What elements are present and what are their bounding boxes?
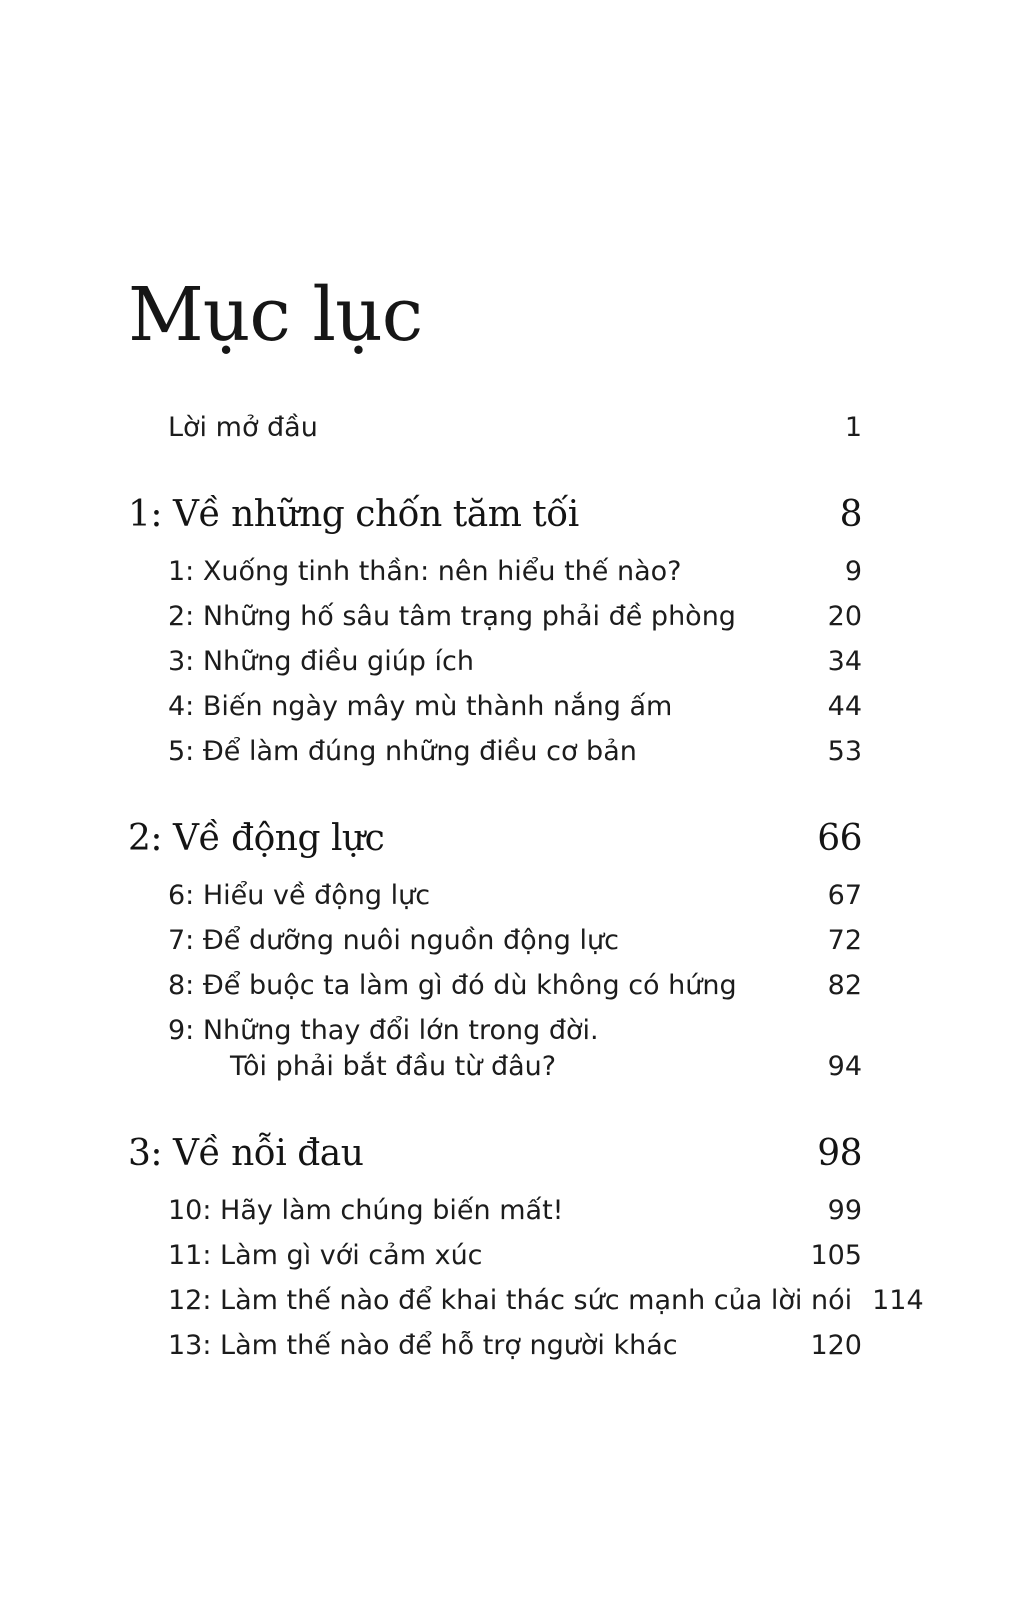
section-page-number: 66: [817, 818, 862, 859]
preface-page-number: 1: [844, 412, 862, 443]
toc-entry: [128, 878, 862, 914]
toc-entry: [128, 1283, 924, 1319]
toc-sections: [128, 492, 924, 1364]
toc-entry-preface: [128, 410, 862, 446]
entry-label: 8: Để buộc ta làm gì đó dù không có hứng: [168, 970, 737, 1001]
section-title: 2: Về động lực: [128, 818, 385, 859]
entry-label: 11: Làm gì với cảm xúc: [168, 1240, 483, 1271]
section-title: 1: Về những chốn tăm tối: [128, 494, 579, 535]
toc-entry-line1: [168, 554, 862, 590]
toc-entry-line1: [168, 1328, 862, 1364]
toc-section-heading: [128, 492, 862, 538]
toc-entry-line1: [168, 644, 862, 680]
toc-entry: [128, 1013, 862, 1085]
entry-page-number: 114: [872, 1285, 924, 1316]
entry-label: 9: Những thay đổi lớn trong đời.: [168, 1015, 599, 1046]
entry-page-number: 20: [827, 601, 862, 632]
toc-entry: [128, 1193, 862, 1229]
entry-page-number: 105: [810, 1240, 862, 1271]
toc-entry: [128, 923, 862, 959]
toc-section-heading: [128, 816, 862, 862]
toc-entry-line1: [168, 968, 862, 1004]
preface-label: Lời mở đầu: [168, 412, 318, 443]
entry-label: 2: Những hố sâu tâm trạng phải đề phòng: [168, 601, 736, 632]
entry-label: 7: Để dưỡng nuôi nguồn động lực: [168, 925, 619, 956]
toc-entry: [128, 1238, 862, 1274]
entry-page-number: 82: [827, 970, 862, 1001]
toc-entry: [128, 599, 862, 635]
entry-page-number: 53: [827, 736, 862, 767]
toc-entry-line1: [168, 599, 862, 635]
entry-label: 12: Làm thế nào để khai thác sức mạnh của lời nói: [168, 1285, 853, 1316]
toc-title: Mục lục: [128, 272, 423, 358]
entry-page-number: 44: [827, 691, 862, 722]
entry-page-number: 120: [810, 1330, 862, 1361]
entry-label: 10: Hãy làm chúng biến mất!: [168, 1195, 564, 1226]
entry-page-number: 9: [844, 556, 862, 587]
entry-label: 3: Những điều giúp ích: [168, 646, 474, 677]
toc-entry: [128, 644, 862, 680]
entry-label: 1: Xuống tinh thần: nên hiểu thế nào?: [168, 556, 682, 587]
entry-page-number: 99: [827, 1195, 862, 1226]
entry-label: 6: Hiểu về động lực: [168, 880, 431, 911]
toc-entry-line1: [168, 1238, 862, 1274]
section-title: 3: Về nỗi đau: [128, 1133, 364, 1174]
toc-entry: [128, 1328, 862, 1364]
entry-page-number: 72: [827, 925, 862, 956]
toc-entry-line1: [168, 923, 862, 959]
toc-entry-line1: [168, 689, 862, 725]
toc-entry: [128, 689, 862, 725]
toc-section-heading: [128, 1131, 862, 1177]
entry-page-number: 34: [827, 646, 862, 677]
toc-entry-line1: [168, 1193, 862, 1229]
entry-label-continued: Tôi phải bắt đầu từ đâu?: [230, 1051, 557, 1082]
toc-entry: [128, 968, 862, 1004]
toc-entry-line1: [168, 734, 862, 770]
entry-page-number: 67: [827, 880, 862, 911]
toc-entry-line1: [168, 1283, 924, 1319]
entry-page-number: 94: [827, 1051, 862, 1082]
entry-label: 13: Làm thế nào để hỗ trợ người khác: [168, 1330, 678, 1361]
toc-entry: [128, 734, 862, 770]
toc-entry-line1: [168, 878, 862, 914]
section-page-number: 8: [839, 494, 862, 535]
toc-entry: [128, 554, 862, 590]
toc-entry-line1: [168, 1013, 862, 1049]
toc-entry-line2: [168, 1049, 862, 1085]
section-page-number: 98: [817, 1133, 862, 1174]
entry-label: 5: Để làm đúng những điều cơ bản: [168, 736, 637, 767]
entry-label: 4: Biến ngày mây mù thành nắng ấm: [168, 691, 673, 722]
